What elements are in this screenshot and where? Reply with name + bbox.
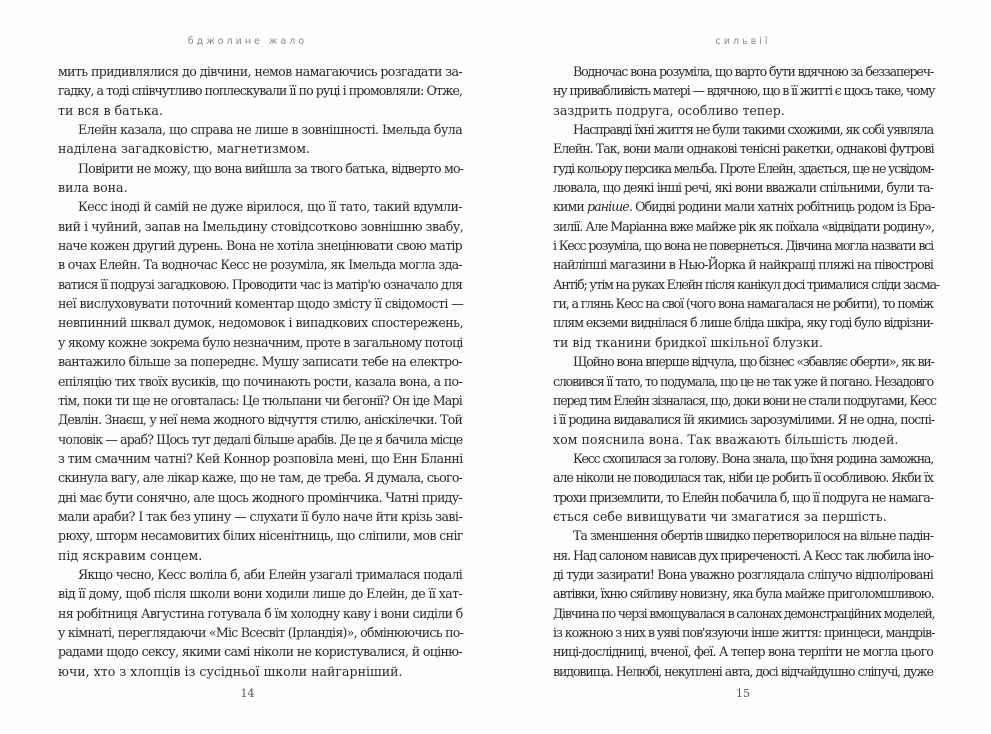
text-line: епіляцію тих твоїх вусиків, що починають рости, казала вона, а по- — [58, 373, 462, 389]
text-line: ти від тканини бридкої шкільної блузки. — [553, 334, 824, 350]
text-line: мали араби? І так без упину — слухати її було наче йти крізь заві- — [58, 508, 462, 524]
text-line: ді туди зазирати! Вона уважно розглядала сліпучо відполіровані — [553, 566, 933, 582]
text-line: у якому кожне зокрема було незначним, проте в загальному потоці — [58, 334, 463, 350]
text-line: невпинний шквал думок, недомовок і випадкових спостережень, — [58, 315, 464, 331]
text-line: тім, поки ти ще не оговталась: Це тюльпани чи бегонії? Он іде Марі — [58, 392, 462, 408]
text-line: Антіб; утім на руках Елейн після канікул досі трималися сліди засма- — [553, 276, 939, 292]
text-line: видовища. Нелюбі, некуплені авта, досі відчайдушно сліпучі, дуже — [553, 663, 933, 679]
text-line: зилії. Але Маріанна вже майже рік як поїхала «відвідати родину», — [553, 218, 935, 234]
right-page — [495, 0, 991, 734]
text-line: ти вся в батька. — [58, 102, 163, 118]
text-line: Девлін. Знаєш, у неї нема жодного відчуття стилю, аніскілечки. Той — [58, 412, 462, 428]
text-line: вантажило більше за попереднє. Мушу записати тебе на електро- — [58, 354, 462, 370]
text-line: і її родина видавалися їй якимись зарозумілими. Я не одна, поспі- — [553, 412, 935, 428]
text-line: рюху, шторм несамовитих білих нісенітниць, що сліпили, мов сніг — [58, 528, 463, 544]
text-line: ня робітниця Августина готувала б їм холодну каву і вони сиділи б — [58, 605, 463, 621]
text-line: у кімнаті, переглядаючи «Міс Всесвіт (Ірландія)», обмінюючись по- — [58, 624, 464, 640]
text-line: але ніколи не поводилася так, ніби це робить її особливою. Якби їх — [553, 470, 933, 486]
text-segment: . Обидві родини мали хатніх робітниць родом із Бра- — [628, 199, 935, 215]
text-line: наче кожен другий дурень. Вона не хотіла знецінювати свою матір — [58, 238, 462, 254]
page-number-left: 14 — [240, 687, 255, 700]
text-line: автівки, їхню сяйливу новизну, яка була майже приголомшливою. — [553, 586, 934, 602]
text-line: радами щодо сексу, якими самі ніколи не користувалися, й оціню- — [58, 644, 462, 660]
text-line: скинула вагу, але лікар каже, що не там, де треба. Я думала, сього- — [58, 470, 463, 486]
text-line: найліпші магазини в Нью-Йорка й найкращі пляжі на півострові — [553, 257, 933, 273]
text-line: з тим смачним чатні? Кей Коннор розповіла мені, що Енн Бланні — [58, 450, 463, 466]
text-segment: кими — [553, 199, 587, 215]
text-line: перед тим Елейн зізналася, що, доки вони не стали подругами, Кесс — [553, 392, 936, 408]
text-line: ну привабливість матері — вдячною, що в її житті є щось таке, чому — [553, 83, 935, 99]
text-line: вий і чуйний, запав на Імельдину стовідсотково зовнішню звабу, — [58, 218, 464, 234]
text-line: дні має бути сонячно, але щось жодного промінчика. Чатні приду- — [58, 489, 462, 505]
text-line: Елейн казала, що справа не лише в зовнішності. Імельда була — [78, 122, 463, 138]
text-line: Щойно вона вперше відчула, що бізнес «збавляє оберти», як ви- — [573, 354, 934, 370]
text-line: лювала, що деякі інші речі, які вони вважали спільними, були та- — [553, 180, 933, 196]
text-line — [553, 197, 933, 216]
text-line: наділена загадковістю, магнетизмом. — [58, 141, 310, 157]
running-head-right: сильвії — [715, 36, 771, 47]
text-line: Повірити не можу, що вона вийшла за твого батька, відверто мо- — [78, 160, 464, 176]
text-line: Дівчина по черзі вмощувалася в салонах демонстраційних моделей, — [553, 605, 935, 621]
text-line: Якщо чесно, Кесс воліла б, аби Елейн узагалі трималася подалі — [78, 566, 462, 582]
left-page — [0, 0, 495, 734]
text-line: неї вислуховувати поточний коментар щодо змісту її свідомості — — [58, 296, 464, 312]
text-line: ниці-дослідниці, вченої, феї. А тепер вона терпіти не могла цього — [553, 644, 933, 660]
text-line: ня. Над салоном нависав дух приреченості. А Кесс так любила іно- — [553, 547, 933, 563]
text-line: Кесс іноді й самій не дуже вірилося, що її тато, такий вдумли- — [78, 199, 462, 215]
text-line: вила вона. — [58, 180, 128, 196]
text-line: Елейн. Так, вони мали однакові тенісні ракетки, однакові футрові — [553, 141, 934, 157]
text-line: трохи приземлити, то Елейн побачила б, що її подруга не намага- — [553, 489, 933, 505]
text-line: в очах Елейн. Та водночас Кесс не розуміла, як Імельда могла зда- — [58, 257, 462, 273]
right-page-body — [553, 62, 939, 681]
text-line: чоловік — араб? Щось тут дедалі більше арабів. Де це я бачила місце — [58, 431, 463, 447]
text-line: ватися її подрузі загадковою. Проводити час із матір'ю означало для — [58, 276, 462, 292]
text-line: із кожною з них в уяві пов'язуючи інше життя: принцеси, мандрів- — [553, 624, 935, 640]
text-line: ючи, хто з хлопців із сусідньої школи найгарніший. — [58, 663, 403, 679]
text-line: мить придивлялися до дівчини, немов намагаючись розгадати за- — [58, 64, 462, 79]
page-number-right: 15 — [736, 687, 750, 700]
italic-emphasis: раніше — [586, 199, 629, 215]
text-line: Та зменшення обертів швидко перетворилося на вільне падін- — [573, 528, 933, 544]
text-line: словився її тато, то подумала, що це не так уже й погано. Незадовго — [553, 373, 933, 389]
text-line: Водночас вона розуміла, що варто бути вдячною за беззапереч- — [573, 64, 933, 79]
text-line: від її дому, щоб після школи вони ходили лише до Елейн, де її хат- — [58, 586, 462, 602]
text-line: ги, а глянь Кесс на свої (чого вона намагалася не робити), то поміж — [553, 296, 933, 312]
text-line: Кесс схопилася за голову. Вона знала, що їхня родина заможна, — [573, 450, 933, 466]
left-page-body — [58, 62, 462, 681]
text-line: ється себе вивищувати чи змагатися за першість. — [553, 508, 887, 524]
text-line: плям екземи виднілася б лише бліда шкіра, яку годі було відрізни- — [553, 315, 933, 331]
text-line: заздрить подруга, особливо тепер. — [553, 102, 785, 118]
text-line: гадку, а тоді співчутливо поплескували її по руці і промовляли: Отже, — [58, 83, 463, 99]
text-line: і Кесс розуміла, що вона не повернеться. Дівчина могла назвати всі — [553, 238, 934, 254]
text-line: хом пояснила вона. Так вважають більшість людей. — [553, 431, 899, 447]
text-line: Насправді їхні життя не були такими схожими, як собі уявляла — [573, 122, 933, 138]
text-line: гуді кольору персика мельба. Проте Елейн, здається, ще не усвідом- — [553, 160, 934, 176]
running-head-left: бджолине жало — [187, 36, 308, 47]
text-line: під яскравим сонцем. — [58, 547, 203, 563]
